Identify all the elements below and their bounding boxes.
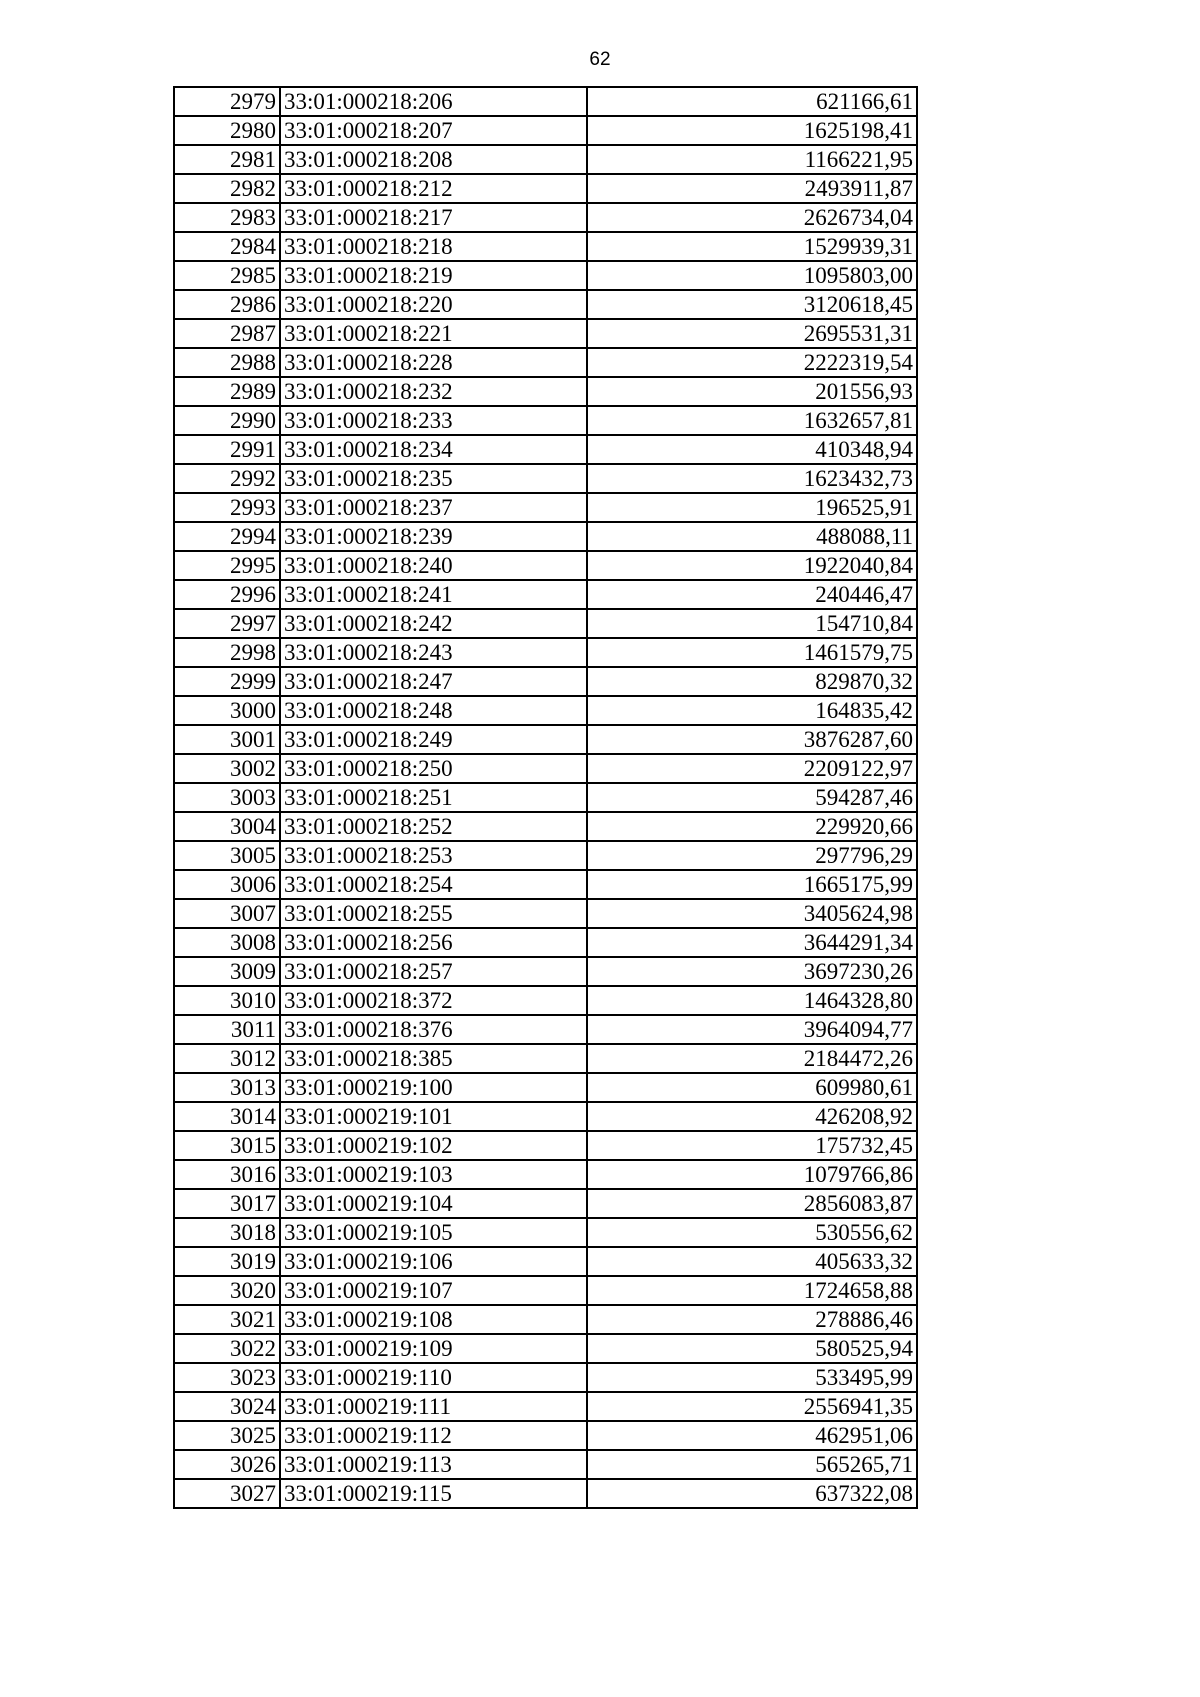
- row-number-cell: 2982: [174, 174, 280, 203]
- row-number-cell: 3007: [174, 899, 280, 928]
- row-number-cell: 3014: [174, 1102, 280, 1131]
- value-cell: 201556,93: [587, 377, 917, 406]
- cadastral-number-cell: 33:01:000218:252: [280, 812, 587, 841]
- cadastral-number-cell: 33:01:000218:254: [280, 870, 587, 899]
- table-row: [174, 1392, 917, 1421]
- table-row: [174, 1421, 917, 1450]
- cadastral-number-cell: 33:01:000218:212: [280, 174, 587, 203]
- table-row: [174, 522, 917, 551]
- value-cell: 3964094,77: [587, 1015, 917, 1044]
- table-row: [174, 609, 917, 638]
- row-number-cell: 2984: [174, 232, 280, 261]
- cadastral-number-cell: 33:01:000218:234: [280, 435, 587, 464]
- value-cell: 1665175,99: [587, 870, 917, 899]
- table-row: [174, 1450, 917, 1479]
- value-cell: 2856083,87: [587, 1189, 917, 1218]
- value-cell: 410348,94: [587, 435, 917, 464]
- table-row: [174, 1160, 917, 1189]
- cadastral-number-cell: 33:01:000219:105: [280, 1218, 587, 1247]
- value-cell: 580525,94: [587, 1334, 917, 1363]
- row-number-cell: 3010: [174, 986, 280, 1015]
- value-cell: 3644291,34: [587, 928, 917, 957]
- row-number-cell: 3015: [174, 1131, 280, 1160]
- cadastral-number-cell: 33:01:000218:253: [280, 841, 587, 870]
- row-number-cell: 3026: [174, 1450, 280, 1479]
- row-number-cell: 3022: [174, 1334, 280, 1363]
- table-row: [174, 377, 917, 406]
- cadastral-number-cell: 33:01:000218:248: [280, 696, 587, 725]
- cadastral-number-cell: 33:01:000218:241: [280, 580, 587, 609]
- cadastral-number-cell: 33:01:000218:257: [280, 957, 587, 986]
- row-number-cell: 3000: [174, 696, 280, 725]
- table-row: [174, 319, 917, 348]
- value-cell: 426208,92: [587, 1102, 917, 1131]
- table-row: [174, 174, 917, 203]
- table-row: [174, 435, 917, 464]
- value-cell: 1166221,95: [587, 145, 917, 174]
- value-cell: 2209122,97: [587, 754, 917, 783]
- table-body: [174, 87, 917, 1508]
- row-number-cell: 3025: [174, 1421, 280, 1450]
- cadastral-number-cell: 33:01:000218:256: [280, 928, 587, 957]
- row-number-cell: 2999: [174, 667, 280, 696]
- row-number-cell: 2993: [174, 493, 280, 522]
- cadastral-number-cell: 33:01:000219:112: [280, 1421, 587, 1450]
- table-row: [174, 696, 917, 725]
- cadastral-number-cell: 33:01:000218:208: [280, 145, 587, 174]
- value-cell: 278886,46: [587, 1305, 917, 1334]
- cadastral-number-cell: 33:01:000218:217: [280, 203, 587, 232]
- row-number-cell: 2990: [174, 406, 280, 435]
- row-number-cell: 2991: [174, 435, 280, 464]
- table-row: [174, 1131, 917, 1160]
- table-row: [174, 1102, 917, 1131]
- cadastral-number-cell: 33:01:000219:108: [280, 1305, 587, 1334]
- cadastral-number-cell: 33:01:000218:235: [280, 464, 587, 493]
- row-number-cell: 3002: [174, 754, 280, 783]
- cadastral-number-cell: 33:01:000219:102: [280, 1131, 587, 1160]
- cadastral-number-cell: 33:01:000218:239: [280, 522, 587, 551]
- row-number-cell: 2996: [174, 580, 280, 609]
- cadastral-number-cell: 33:01:000218:255: [280, 899, 587, 928]
- cadastral-number-cell: 33:01:000219:113: [280, 1450, 587, 1479]
- row-number-cell: 2997: [174, 609, 280, 638]
- table-row: [174, 87, 917, 116]
- row-number-cell: 3021: [174, 1305, 280, 1334]
- page-number: 62: [589, 49, 611, 70]
- table-row: [174, 1189, 917, 1218]
- value-cell: 462951,06: [587, 1421, 917, 1450]
- row-number-cell: 3023: [174, 1363, 280, 1392]
- table-row: [174, 667, 917, 696]
- row-number-cell: 2992: [174, 464, 280, 493]
- cadastral-number-cell: 33:01:000218:221: [280, 319, 587, 348]
- value-cell: 229920,66: [587, 812, 917, 841]
- value-cell: 488088,11: [587, 522, 917, 551]
- row-number-cell: 2987: [174, 319, 280, 348]
- row-number-cell: 2994: [174, 522, 280, 551]
- row-number-cell: 3006: [174, 870, 280, 899]
- cadastral-number-cell: 33:01:000218:233: [280, 406, 587, 435]
- value-cell: 175732,45: [587, 1131, 917, 1160]
- table-row: [174, 493, 917, 522]
- row-number-cell: 3005: [174, 841, 280, 870]
- value-cell: 3697230,26: [587, 957, 917, 986]
- cadastral-number-cell: 33:01:000218:372: [280, 986, 587, 1015]
- value-cell: 405633,32: [587, 1247, 917, 1276]
- value-cell: 533495,99: [587, 1363, 917, 1392]
- cadastral-number-cell: 33:01:000218:242: [280, 609, 587, 638]
- cadastral-number-cell: 33:01:000218:207: [280, 116, 587, 145]
- table-row: [174, 783, 917, 812]
- table-row: [174, 638, 917, 667]
- table-row: [174, 1305, 917, 1334]
- value-cell: 164835,42: [587, 696, 917, 725]
- row-number-cell: 3016: [174, 1160, 280, 1189]
- table-row: [174, 464, 917, 493]
- row-number-cell: 2985: [174, 261, 280, 290]
- row-number-cell: 2986: [174, 290, 280, 319]
- cadastral-number-cell: 33:01:000218:243: [280, 638, 587, 667]
- value-cell: 154710,84: [587, 609, 917, 638]
- cadastral-value-table: [173, 86, 918, 1509]
- value-cell: 1529939,31: [587, 232, 917, 261]
- cadastral-number-cell: 33:01:000218:228: [280, 348, 587, 377]
- cadastral-number-cell: 33:01:000218:249: [280, 725, 587, 754]
- row-number-cell: 2979: [174, 87, 280, 116]
- value-cell: 1724658,88: [587, 1276, 917, 1305]
- table-row: [174, 928, 917, 957]
- row-number-cell: 2998: [174, 638, 280, 667]
- row-number-cell: 3020: [174, 1276, 280, 1305]
- table-row: [174, 1479, 917, 1508]
- cadastral-number-cell: 33:01:000219:100: [280, 1073, 587, 1102]
- value-cell: 2493911,87: [587, 174, 917, 203]
- table-row: [174, 899, 917, 928]
- row-number-cell: 2988: [174, 348, 280, 377]
- table-row: [174, 116, 917, 145]
- value-cell: 2184472,26: [587, 1044, 917, 1073]
- table-row: [174, 290, 917, 319]
- table-row: [174, 1218, 917, 1247]
- value-cell: 1464328,80: [587, 986, 917, 1015]
- row-number-cell: 3004: [174, 812, 280, 841]
- cadastral-number-cell: 33:01:000218:218: [280, 232, 587, 261]
- row-number-cell: 3017: [174, 1189, 280, 1218]
- row-number-cell: 3013: [174, 1073, 280, 1102]
- value-cell: 297796,29: [587, 841, 917, 870]
- table-row: [174, 1247, 917, 1276]
- table-row: [174, 203, 917, 232]
- value-cell: 2222319,54: [587, 348, 917, 377]
- row-number-cell: 3003: [174, 783, 280, 812]
- table-row: [174, 754, 917, 783]
- cadastral-number-cell: 33:01:000219:115: [280, 1479, 587, 1508]
- value-cell: 594287,46: [587, 783, 917, 812]
- table-row: [174, 261, 917, 290]
- value-cell: 565265,71: [587, 1450, 917, 1479]
- value-cell: 609980,61: [587, 1073, 917, 1102]
- cadastral-number-cell: 33:01:000219:103: [280, 1160, 587, 1189]
- table-row: [174, 725, 917, 754]
- table-row: [174, 348, 917, 377]
- value-cell: 240446,47: [587, 580, 917, 609]
- value-cell: 1623432,73: [587, 464, 917, 493]
- cadastral-number-cell: 33:01:000218:385: [280, 1044, 587, 1073]
- row-number-cell: 3027: [174, 1479, 280, 1508]
- table-row: [174, 841, 917, 870]
- row-number-cell: 2989: [174, 377, 280, 406]
- value-cell: 530556,62: [587, 1218, 917, 1247]
- table-row: [174, 1363, 917, 1392]
- table-row: [174, 957, 917, 986]
- table-row: [174, 812, 917, 841]
- value-cell: 621166,61: [587, 87, 917, 116]
- table-row: [174, 870, 917, 899]
- table-row: [174, 580, 917, 609]
- row-number-cell: 2995: [174, 551, 280, 580]
- cadastral-number-cell: 33:01:000219:106: [280, 1247, 587, 1276]
- row-number-cell: 3011: [174, 1015, 280, 1044]
- cadastral-number-cell: 33:01:000218:376: [280, 1015, 587, 1044]
- row-number-cell: 3018: [174, 1218, 280, 1247]
- table-row: [174, 1015, 917, 1044]
- table-row: [174, 1334, 917, 1363]
- table-row: [174, 145, 917, 174]
- cadastral-number-cell: 33:01:000219:101: [280, 1102, 587, 1131]
- row-number-cell: 3012: [174, 1044, 280, 1073]
- cadastral-number-cell: 33:01:000218:237: [280, 493, 587, 522]
- value-cell: 3405624,98: [587, 899, 917, 928]
- value-cell: 196525,91: [587, 493, 917, 522]
- value-cell: 2556941,35: [587, 1392, 917, 1421]
- value-cell: 1095803,00: [587, 261, 917, 290]
- cadastral-number-cell: 33:01:000218:251: [280, 783, 587, 812]
- value-cell: 2695531,31: [587, 319, 917, 348]
- value-cell: 3876287,60: [587, 725, 917, 754]
- value-cell: 2626734,04: [587, 203, 917, 232]
- row-number-cell: 3019: [174, 1247, 280, 1276]
- row-number-cell: 3001: [174, 725, 280, 754]
- cadastral-number-cell: 33:01:000219:109: [280, 1334, 587, 1363]
- table-row: [174, 551, 917, 580]
- table-row: [174, 1073, 917, 1102]
- row-number-cell: 3009: [174, 957, 280, 986]
- cadastral-number-cell: 33:01:000218:240: [280, 551, 587, 580]
- value-cell: 1461579,75: [587, 638, 917, 667]
- row-number-cell: 2981: [174, 145, 280, 174]
- value-cell: 1632657,81: [587, 406, 917, 435]
- cadastral-number-cell: 33:01:000218:220: [280, 290, 587, 319]
- table-row: [174, 1276, 917, 1305]
- cadastral-number-cell: 33:01:000218:206: [280, 87, 587, 116]
- row-number-cell: 2983: [174, 203, 280, 232]
- table-row: [174, 406, 917, 435]
- row-number-cell: 2980: [174, 116, 280, 145]
- value-cell: 829870,32: [587, 667, 917, 696]
- cadastral-number-cell: 33:01:000218:250: [280, 754, 587, 783]
- value-cell: 3120618,45: [587, 290, 917, 319]
- table-row: [174, 986, 917, 1015]
- row-number-cell: 3024: [174, 1392, 280, 1421]
- cadastral-number-cell: 33:01:000218:219: [280, 261, 587, 290]
- cadastral-number-cell: 33:01:000219:110: [280, 1363, 587, 1392]
- value-cell: 637322,08: [587, 1479, 917, 1508]
- cadastral-number-cell: 33:01:000218:247: [280, 667, 587, 696]
- table-row: [174, 1044, 917, 1073]
- cadastral-number-cell: 33:01:000218:232: [280, 377, 587, 406]
- value-cell: 1625198,41: [587, 116, 917, 145]
- value-cell: 1079766,86: [587, 1160, 917, 1189]
- table-row: [174, 232, 917, 261]
- cadastral-number-cell: 33:01:000219:107: [280, 1276, 587, 1305]
- cadastral-number-cell: 33:01:000219:111: [280, 1392, 587, 1421]
- cadastral-number-cell: 33:01:000219:104: [280, 1189, 587, 1218]
- value-cell: 1922040,84: [587, 551, 917, 580]
- row-number-cell: 3008: [174, 928, 280, 957]
